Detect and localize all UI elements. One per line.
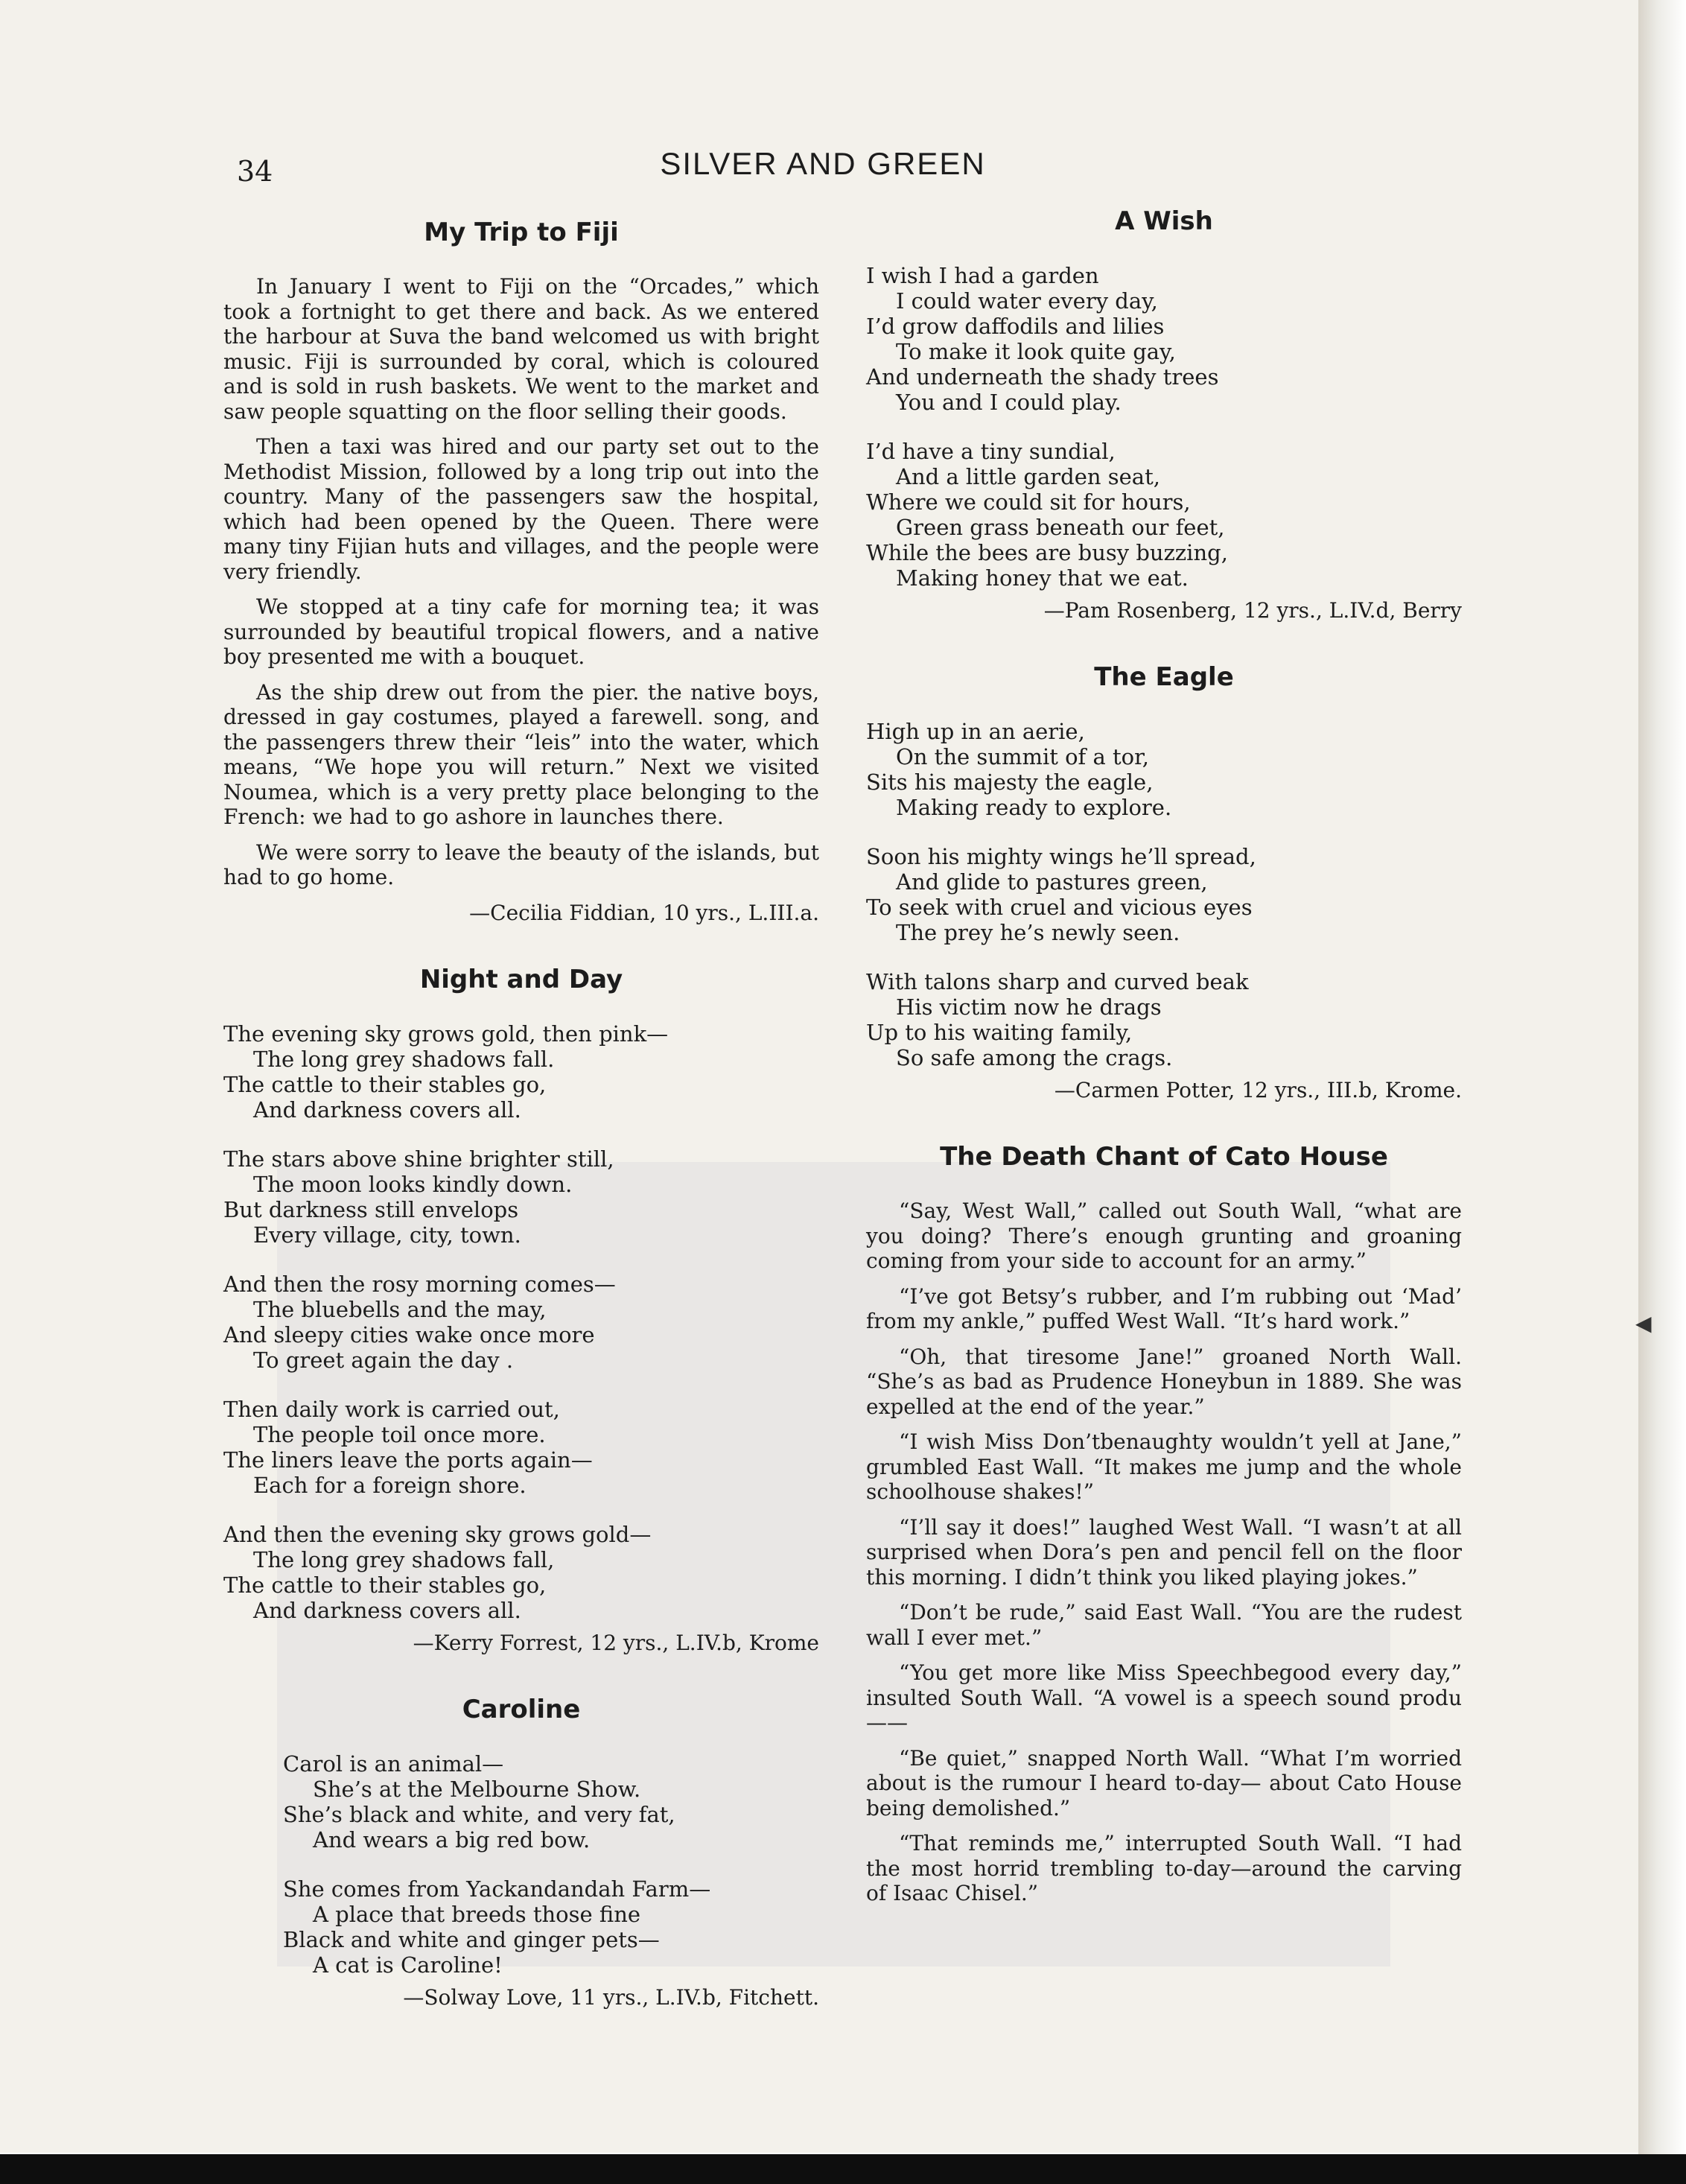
author-credit: —Kerry Forrest, 12 yrs., L.IV.b, Krome	[413, 1630, 819, 1655]
stanza	[866, 844, 1462, 945]
poem-line: So safe among the crags.	[896, 1045, 1173, 1070]
article-title: My Trip to Fiji	[424, 218, 619, 247]
stanza	[866, 263, 1462, 415]
poem-line: I’d have a tiny sundial,	[866, 439, 1116, 464]
poem-title: The Eagle	[1094, 662, 1234, 692]
poem-line: And glide to pastures green,	[896, 869, 1208, 895]
stanza	[283, 1751, 819, 1853]
poem-line: Up to his waiting family,	[866, 1020, 1133, 1045]
stanza	[223, 1397, 819, 1498]
poem-line: The stars above shine brighter still,	[223, 1146, 614, 1172]
poem-line: To make it look quite gay,	[896, 339, 1176, 364]
stanza	[223, 1522, 819, 1623]
poem-caroline	[223, 1693, 819, 2010]
story-death-chant	[866, 1140, 1462, 1906]
paragraph: “I’ll say it does!” laughed West Wall. “I wasn’t at all surprised when Dora’s pen and pencil fell on the floor this morning. I didn’t think you liked playing jokes.”	[866, 1514, 1462, 1590]
paragraph: “You get more like Miss Speechbegood every day,” insulted South Wall. “A vowel is a speech sound produ——	[866, 1660, 1462, 1735]
poem-line: Carol is an animal—	[283, 1750, 504, 1777]
paragraph: “Oh, that tiresome Jane!” groaned North Wall. “She’s as bad as Prudence Honeybun in 1889. She was expelled at the end of the year.”	[866, 1344, 1462, 1419]
paragraph: We stopped at a tiny cafe for morning tea; it was surrounded by beautiful tropical flowers, and a native boy presented me with a bouquet.	[223, 594, 819, 669]
stanza	[223, 1146, 819, 1248]
poem-line: With talons sharp and curved beak	[866, 969, 1249, 994]
stanza	[223, 1021, 819, 1123]
poem-line: She’s black and white, and very fat,	[283, 1801, 675, 1827]
poem-line: A place that breeds those fine	[313, 1901, 641, 1927]
author-credit: —Solway Love, 11 yrs., L.IV.b, Fitchett.	[403, 1984, 819, 2010]
stanza	[223, 1272, 819, 1373]
poem-line: Soon his mighty wings he’ll spread,	[866, 844, 1256, 869]
poem-line: High up in an aerie,	[866, 719, 1085, 744]
paragraph: We were sorry to leave the beauty of the islands, but had to go home.	[223, 839, 819, 889]
poem-line: Making honey that we eat.	[896, 565, 1189, 591]
poem-line: On the summit of a tor,	[896, 744, 1150, 769]
poem-line: The moon looks kindly down.	[253, 1171, 573, 1197]
paragraph: “That reminds me,” interrupted South Wall. “I had the most horrid trembling to-day—around the carving of Isaac Chisel.”	[866, 1831, 1462, 1905]
poem-line: You and I could play.	[896, 390, 1122, 415]
stanza	[283, 1876, 819, 1978]
paragraph: “Say, West Wall,” called out South Wall, “what are you doing? There’s enough grunting and groaning coming from your side to account for an army.”	[866, 1199, 1462, 1273]
poem-line: Where we could sit for hours,	[866, 489, 1191, 515]
stanza	[866, 439, 1462, 591]
paragraph: As the ship drew out from the pier. the native boys, dressed in gay costumes, played a farewell. song, and the passengers threw their “leis” into the water, which means, “We hope you will return.” Next we visited Noumea, which is a very pretty place belonging to the French: we had to go ashore in launches there.	[223, 679, 819, 829]
poem-line: Each for a foreign shore.	[253, 1472, 527, 1498]
paragraph: “Don’t be rude,” said East Wall. “You are the rudest wall I ever met.”	[866, 1600, 1462, 1650]
poem-line: The long grey shadows fall,	[253, 1546, 555, 1572]
poem-line: And sleepy cities wake once more	[223, 1321, 595, 1347]
paragraph: “I’ve got Betsy’s rubber, and I’m rubbing out ‘Mad’ from my ankle,” puffed West Wall. “It’s hard work.”	[866, 1283, 1462, 1333]
poem-line: The liners leave the ports again—	[223, 1447, 593, 1473]
poem-line: I wish I had a garden	[866, 263, 1099, 288]
poem-night-and-day	[223, 963, 819, 1656]
poem-line: To greet again the day .	[253, 1347, 514, 1373]
poem-line: I’d grow daffodils and lilies	[866, 314, 1165, 339]
poem-title: Caroline	[462, 1694, 581, 1724]
stanza	[866, 969, 1462, 1070]
poem-line: Every village, city, town.	[253, 1222, 521, 1248]
poem-line: And wears a big red bow.	[313, 1826, 591, 1853]
poem-line: She’s at the Melbourne Show.	[313, 1776, 641, 1802]
poem-line: And a little garden seat,	[896, 464, 1160, 489]
author-credit: —Pam Rosenberg, 12 yrs., L.IV.d, Berry	[1043, 598, 1462, 623]
poem-line: The bluebells and the may,	[253, 1296, 547, 1322]
poem-title: Night and Day	[419, 964, 623, 994]
paragraph: In January I went to Fiji on the “Orcades,” which took a fortnight to get there and back. As we entered the harbour at Suva the band welcomed us with bright music. Fiji is surrounded by coral, which is coloured and is sold in rush baskets. We went to the market and saw people squatting on the floor selling their goods.	[223, 274, 819, 424]
poem-line: I could water every day,	[896, 288, 1158, 314]
poem-line: The long grey shadows fall.	[253, 1046, 555, 1072]
poem-line: To seek with cruel and vicious eyes	[866, 895, 1253, 920]
page-number: 34	[237, 155, 273, 188]
poem-line: Green grass beneath our feet,	[896, 515, 1225, 540]
poem-a-wish	[866, 205, 1462, 623]
poem-line: Then daily work is carried out,	[223, 1396, 560, 1422]
paragraph: “I wish Miss Don’tbenaughty wouldn’t yell at Jane,” grumbled East Wall. “It makes me jump and the whole schoolhouse shakes!”	[866, 1429, 1462, 1504]
left-column	[223, 216, 819, 2048]
poem-line: Sits his majesty the eagle,	[866, 769, 1154, 795]
author-credit: —Carmen Potter, 12 yrs., III.b, Krome.	[1054, 1078, 1462, 1102]
poem-line: The cattle to their stables go,	[223, 1071, 547, 1097]
poem-line: The prey he’s newly seen.	[896, 920, 1180, 945]
book-spine-edge	[1638, 0, 1686, 2184]
poem-line: The people toil once more.	[253, 1421, 546, 1447]
right-column	[866, 205, 1462, 1943]
poem-line: And underneath the shady trees	[866, 364, 1219, 390]
author-credit: —Cecilia Fiddian, 10 yrs., L.III.a.	[469, 900, 819, 925]
poem-line: She comes from Yackandandah Farm—	[283, 1876, 711, 1902]
poem-line: And darkness covers all.	[253, 1597, 521, 1623]
poem-line: Making ready to explore.	[896, 795, 1172, 820]
scan-bottom-edge	[0, 2154, 1686, 2184]
poem-line: And then the rosy morning comes—	[223, 1271, 616, 1297]
poem-body	[223, 1751, 819, 1978]
paragraph: Then a taxi was hired and our party set out to the Methodist Mission, followed by a long trip out into the country. Many of the passengers saw the hospital, which had been opened by the Queen. There were many tiny Fijian huts and villages, and the people were very friendly.	[223, 434, 819, 584]
poem-line: The cattle to their stables go,	[223, 1572, 547, 1598]
stanza	[866, 719, 1462, 820]
paragraph: “Be quiet,” snapped North Wall. “What I’m worried about is the rumour I heard to-day— about Cato House being demolished.”	[866, 1745, 1462, 1820]
poem-line: And darkness covers all.	[253, 1096, 521, 1123]
poem-title: A Wish	[1115, 206, 1213, 236]
poem-the-eagle	[866, 661, 1462, 1103]
story-title: The Death Chant of Cato House	[940, 1142, 1388, 1172]
article-fiji	[223, 216, 819, 926]
poem-line: A cat is Caroline!	[313, 1952, 503, 1978]
poem-line: And then the evening sky grows gold—	[223, 1521, 652, 1547]
running-head: SILVER AND GREEN	[660, 146, 986, 181]
binding-clip-icon: ◀	[1635, 1311, 1652, 1336]
poem-line: While the bees are busy buzzing,	[866, 540, 1228, 565]
poem-line: Black and white and ginger pets—	[283, 1926, 660, 1952]
poem-line: His victim now he drags	[896, 994, 1162, 1020]
poem-line: The evening sky grows gold, then pink—	[223, 1020, 669, 1047]
poem-line: But darkness still envelops	[223, 1196, 519, 1222]
